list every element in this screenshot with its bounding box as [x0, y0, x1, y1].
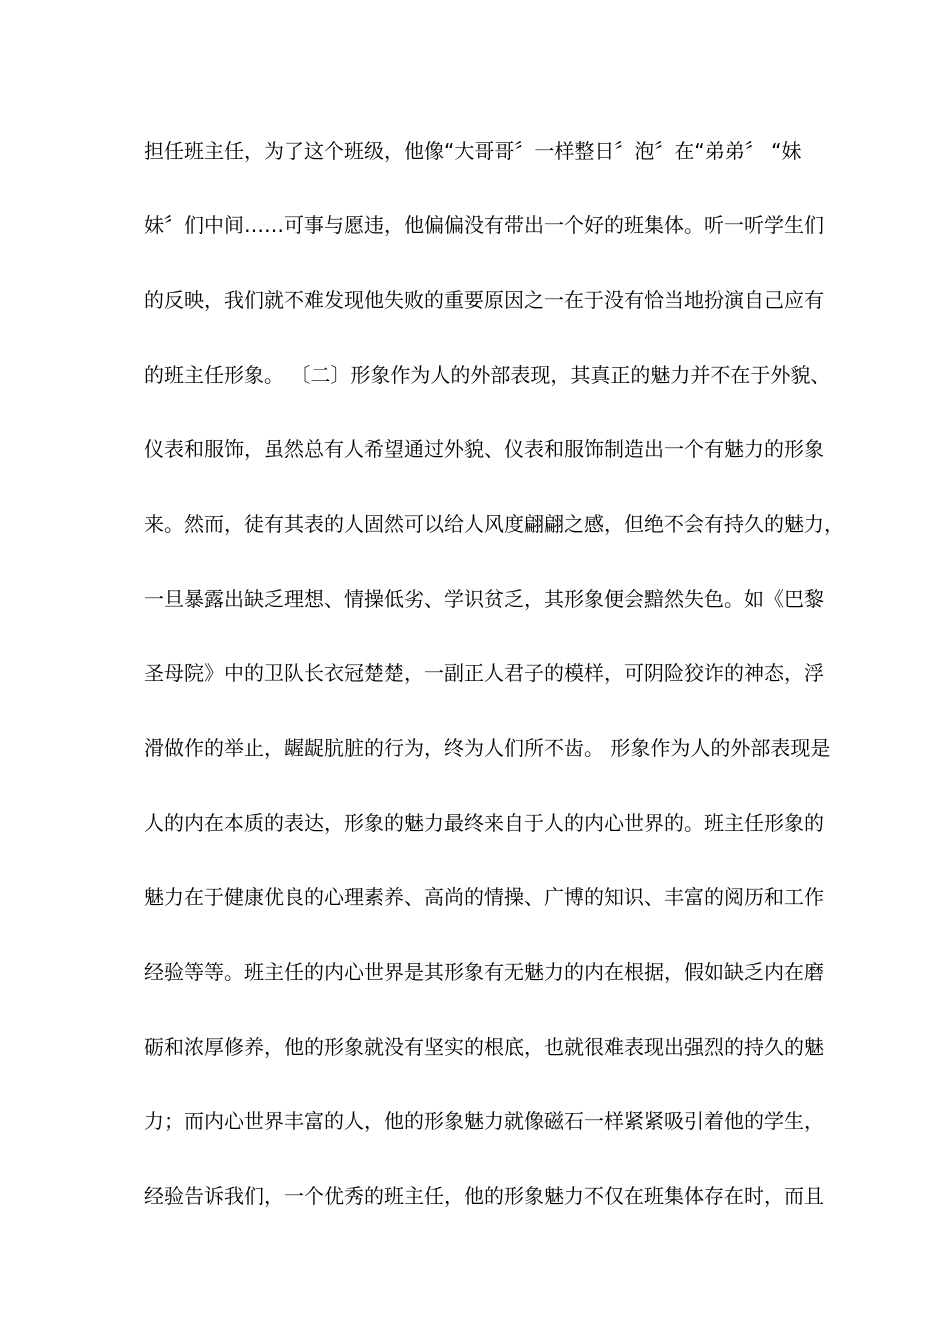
text-line: 担任班主任，为了这个班级，他像“大哥哥〞一样整日〞泡〞在“弟弟〞 “妹 — [144, 139, 802, 163]
text-line: 砺和浓厚修养，他的形象就没有坚实的根底，也就很难表现出强烈的持久的魅 — [144, 1035, 824, 1059]
text-line: 来。然而，徒有其表的人固然可以给人风度翩翩之感，但绝不会有持久的魅力， — [144, 512, 844, 536]
text-line: 滑做作的举止，龌龊肮脏的行为，终为人们所不齿。 形象作为人的外部表现是 — [144, 736, 831, 760]
text-line: 的班主任形象。 〔二〕形象作为人的外部表现，其真正的魅力并不在于外貌、 — [144, 363, 831, 387]
text-line: 人的内在本质的表达，形象的魅力最终来自于人的内心世界的。班主任形象的 — [144, 811, 824, 835]
text-line: 妹〞们中间……可事与愿违，他偏偏没有带出一个好的班集体。听一听学生们 — [144, 213, 824, 237]
text-line: 经验等等。班主任的内心世界是其形象有无魅力的内在根据，假如缺乏内在磨 — [144, 960, 824, 984]
text-line: 魅力在于健康优良的心理素养、高尚的情操、广博的知识、丰富的阅历和工作 — [144, 885, 824, 909]
text-line: 经验告诉我们，一个优秀的班主任，他的形象魅力不仅在班集体存在时，而且 — [144, 1184, 824, 1208]
text-line: 的反映，我们就不难发现他失败的重要原因之一在于没有恰当地扮演自己应有 — [144, 288, 824, 312]
text-line: 力；而内心世界丰富的人，他的形象魅力就像磁石一样紧紧吸引着他的学生， — [144, 1109, 824, 1133]
text-line: 仪表和服饰，虽然总有人希望通过外貌、仪表和服饰制造出一个有魅力的形象 — [144, 437, 824, 461]
text-line: 一旦暴露出缺乏理想、情操低劣、学识贫乏，其形象便会黯然失色。如《巴黎 — [144, 587, 824, 611]
text-line: 圣母院》中的卫队长衣冠楚楚，一副正人君子的模样，可阴险狡诈的神态，浮 — [144, 661, 824, 685]
